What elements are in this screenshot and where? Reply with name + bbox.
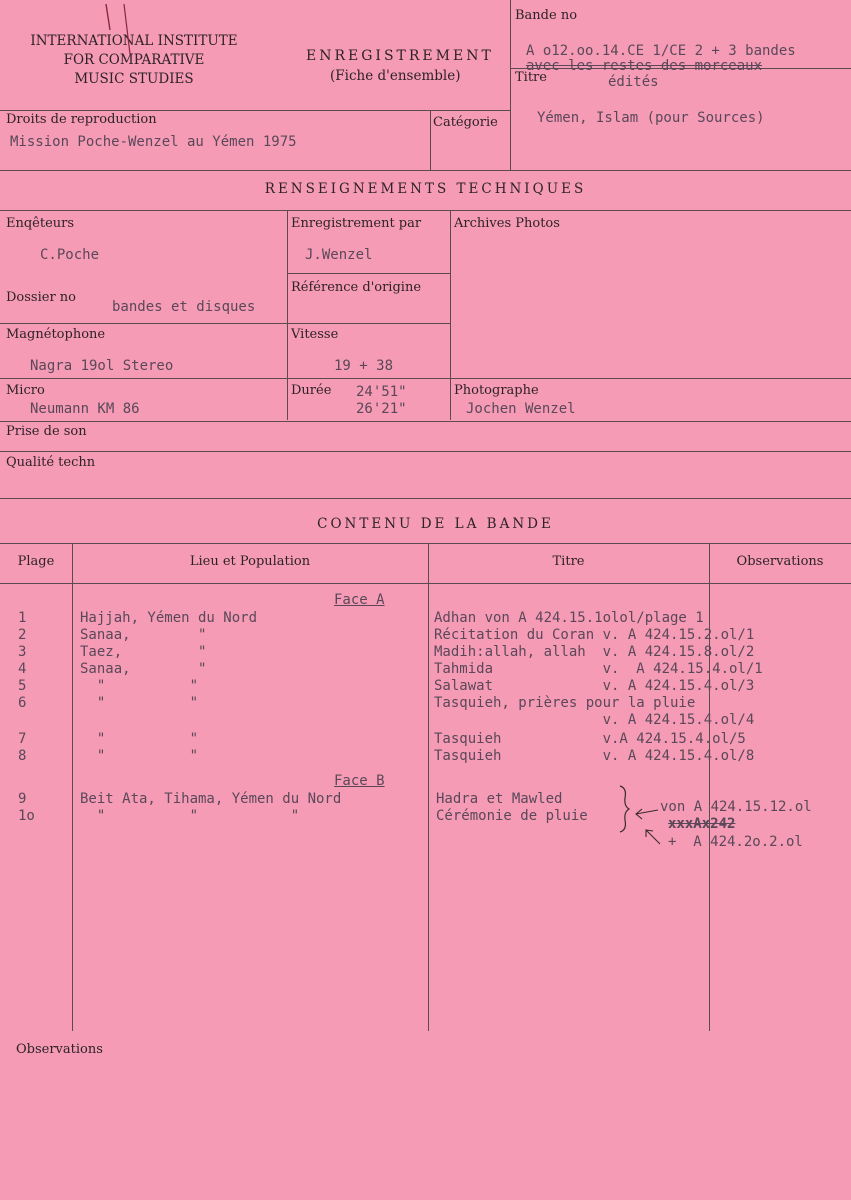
border-line xyxy=(0,498,851,499)
droits-label: Droits de reproduction xyxy=(6,112,157,127)
plage-number: 4 xyxy=(18,661,27,677)
border-line xyxy=(709,543,710,1031)
categorie-label: Catégorie xyxy=(433,115,498,130)
plage-number: 8 xyxy=(18,748,27,764)
plage-number: 7 xyxy=(18,731,27,747)
border-line xyxy=(430,110,431,170)
border-line xyxy=(0,583,851,584)
observation-ref: von A 424.15.12.ol xyxy=(660,799,812,815)
enregistrement-label: Enregistrement par xyxy=(291,216,422,231)
border-line xyxy=(428,543,429,1031)
titre-cell: Cérémonie de pluie xyxy=(436,808,588,824)
lieu-cell: Beit Ata, Tihama, Yémen du Nord xyxy=(80,791,342,807)
bande-insert: édités xyxy=(608,74,659,90)
plage-number: 9 xyxy=(18,791,27,807)
institute-line: FOR COMPARATIVE xyxy=(63,52,205,68)
bande-value: A o12.oo.14.CE 1/CE 2 + 3 bandes xyxy=(526,43,796,59)
brace-and-arrows xyxy=(614,784,664,854)
titre-cell: Tasquieh v. A 424.15.4.ol/8 xyxy=(434,748,755,764)
titre-cell: Hadra et Mawled xyxy=(436,791,563,807)
titre-cell: v. A 424.15.4.ol/4 xyxy=(434,712,755,728)
duree-label: Durée xyxy=(291,383,332,398)
lieu-cell: " " xyxy=(80,678,199,694)
observation-ref: + A 424.2o.2.ol xyxy=(668,834,803,850)
lieu-cell: " " xyxy=(80,695,199,711)
form-subtitle: (Fiche d'ensemble) xyxy=(330,68,461,84)
duree-value: 26'21" xyxy=(356,401,407,417)
border-line xyxy=(72,543,73,1031)
lieu-cell: Taez, " xyxy=(80,644,207,660)
section-title-technical: RENSEIGNEMENTS TECHNIQUES xyxy=(264,181,587,197)
enqueteurs-label: Enqêteurs xyxy=(6,216,75,231)
observations-label: Observations xyxy=(16,1042,103,1057)
vitesse-label: Vitesse xyxy=(291,327,339,342)
institute-line: MUSIC STUDIES xyxy=(74,71,194,87)
border-line xyxy=(0,543,851,544)
lieu-cell: " " xyxy=(80,731,199,747)
plage-number: 5 xyxy=(18,678,27,694)
border-line xyxy=(287,210,288,420)
photographe-label: Photographe xyxy=(454,383,539,398)
plage-number: 3 xyxy=(18,644,27,660)
prise-label: Prise de son xyxy=(6,424,87,439)
border-line xyxy=(0,210,851,211)
magnetophone-value: Nagra 19ol Stereo xyxy=(30,358,174,374)
micro-label: Micro xyxy=(6,383,45,398)
plage-number: 1o xyxy=(18,808,35,824)
archives-label: Archives Photos xyxy=(454,216,560,231)
col-header-titre: Titre xyxy=(552,554,585,569)
lieu-cell: " " " xyxy=(80,808,300,824)
form-title: ENREGISTREMENT xyxy=(306,48,494,64)
titre-cell: Récitation du Coran v. A 424.15.2.ol/1 xyxy=(434,627,755,643)
border-line xyxy=(0,421,851,422)
lieu-cell: Sanaa, " xyxy=(80,661,207,677)
dossier-value: bandes et disques xyxy=(112,299,256,315)
col-header-observations: Observations xyxy=(736,554,824,569)
border-line xyxy=(0,110,510,111)
enqueteurs-value: C.Poche xyxy=(40,247,100,263)
plage-number: 2 xyxy=(18,627,27,643)
border-line xyxy=(287,273,450,274)
plage-number: 6 xyxy=(18,695,27,711)
face-b-label: Face B xyxy=(334,773,385,789)
titre-cell: Tasquieh v.A 424.15.4.ol/5 xyxy=(434,731,746,747)
qualite-label: Qualité techn xyxy=(6,455,96,470)
pen-marks xyxy=(98,2,138,62)
observation-ref-struck: xxxAx242 xyxy=(668,816,736,832)
titre-cell: Tahmida v. A 424.15.4.ol/1 xyxy=(434,661,763,677)
lieu-cell: " " xyxy=(80,748,199,764)
border-line xyxy=(0,378,851,379)
titre-cell: Adhan von A 424.15.1olol/plage 1 xyxy=(434,610,704,626)
border-line xyxy=(0,170,851,171)
border-line xyxy=(450,210,451,420)
border-line xyxy=(510,0,511,170)
bande-value-struck: avec les restes des morceaux xyxy=(526,58,763,74)
lieu-cell: Sanaa, " xyxy=(80,627,207,643)
section-title-contents: CONTENU DE LA BANDE xyxy=(317,516,554,532)
photographe-value: Jochen Wenzel xyxy=(466,401,576,417)
magnetophone-label: Magnétophone xyxy=(6,327,106,342)
bande-label: Bande no xyxy=(515,8,578,23)
titre-cell: Salawat v. A 424.15.4.ol/3 xyxy=(434,678,755,694)
lieu-cell: Hajjah, Yémen du Nord xyxy=(80,610,258,626)
duree-value: 24'51" xyxy=(356,384,407,400)
dossier-label: Dossier no xyxy=(6,290,76,305)
col-header-plage: Plage xyxy=(17,554,55,569)
titre-value: Yémen, Islam (pour Sources) xyxy=(537,110,765,126)
face-a-label: Face A xyxy=(334,592,385,608)
col-header-lieu: Lieu et Population xyxy=(189,554,311,569)
border-line xyxy=(0,451,851,452)
reference-label: Référence d'origine xyxy=(291,280,422,295)
plage-number: 1 xyxy=(18,610,27,626)
border-line xyxy=(0,323,450,324)
vitesse-value: 19 + 38 xyxy=(334,358,394,374)
institute-line: INTERNATIONAL INSTITUTE xyxy=(30,33,238,49)
micro-value: Neumann KM 86 xyxy=(30,401,140,417)
titre-cell: Madih:allah, allah v. A 424.15.8.ol/2 xyxy=(434,644,755,660)
droits-value: Mission Poche-Wenzel au Yémen 1975 xyxy=(10,134,297,150)
titre-label: Titre xyxy=(515,70,547,85)
enregistrement-value: J.Wenzel xyxy=(305,247,373,263)
titre-cell: Tasquieh, prières pour la pluie xyxy=(434,695,696,711)
